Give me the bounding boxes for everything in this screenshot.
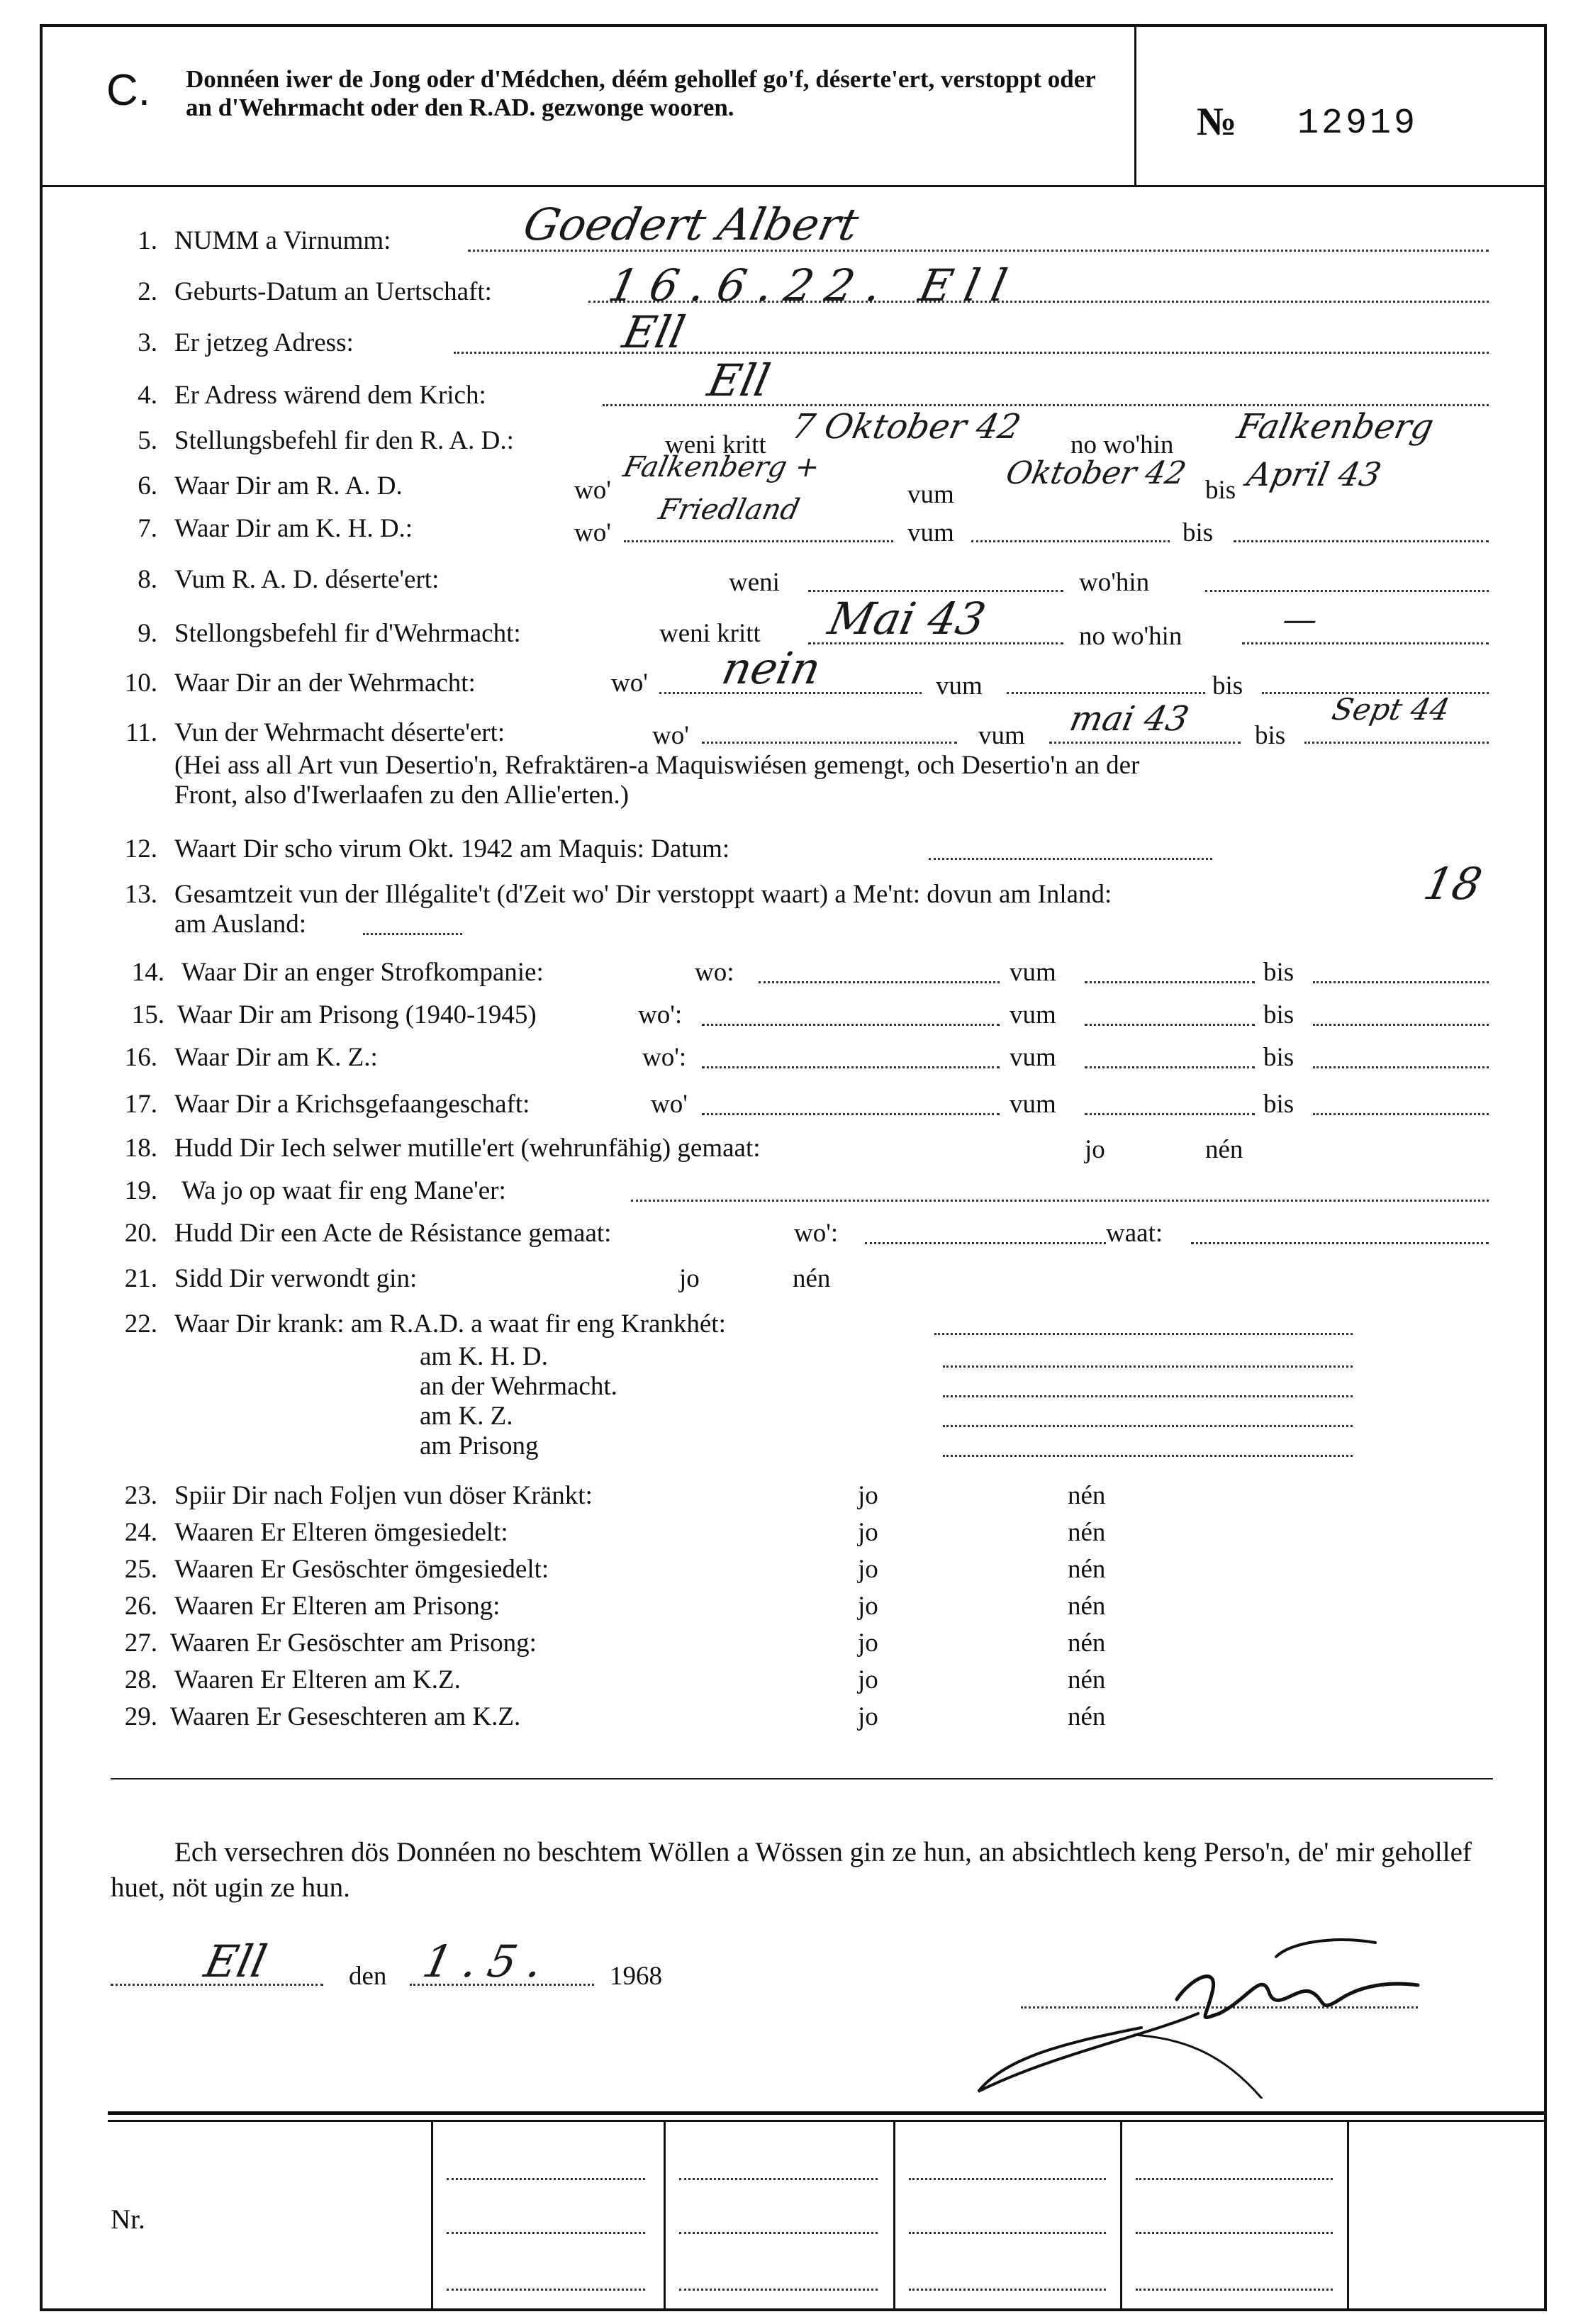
field-21-jo[interactable]: jo <box>679 1264 700 1293</box>
field-14-bis-label: bis <box>1263 958 1295 987</box>
field-14-vum-line[interactable] <box>1085 981 1255 983</box>
field-22-label: Waar Dir krank: am R.A.D. a waat fir eng Krankhét: <box>174 1309 726 1339</box>
field-13-label-2: am Ausland: <box>174 910 307 939</box>
field-28-number: 28. <box>124 1665 157 1694</box>
field-15-bis-line[interactable] <box>1313 1024 1489 1026</box>
field-7-wo-line[interactable] <box>624 540 893 542</box>
field-10-vum-line[interactable] <box>1007 692 1205 694</box>
field-6-wo-value: Falkenberg + <box>620 451 823 484</box>
field-10-vum-label: vum <box>936 671 983 700</box>
place-value: Ell <box>200 1935 272 1987</box>
field-22-number: 22. <box>124 1309 157 1339</box>
field-10-number: 10. <box>124 669 157 698</box>
field-26-label: Waaren Er Elteren am Prisong: <box>174 1592 501 1621</box>
field-16-bis-label: bis <box>1263 1043 1295 1072</box>
field-11-vum-value: mai 43 <box>1066 699 1192 739</box>
field-22-line-khd[interactable] <box>943 1365 1353 1368</box>
field-7-bis-line[interactable] <box>1234 540 1489 542</box>
field-23-jo[interactable]: jo <box>858 1481 878 1510</box>
field-18-number: 18. <box>124 1134 157 1163</box>
field-1-label: NUMM a Virnumm: <box>174 226 391 255</box>
field-27-jo[interactable]: jo <box>858 1629 878 1658</box>
field-11-vum-line[interactable] <box>1049 742 1241 744</box>
field-28-label: Waaren Er Elteren am K.Z. <box>174 1665 461 1694</box>
field-16-wo-label: wo': <box>642 1043 687 1072</box>
field-15-wo-label: wo': <box>638 1000 683 1029</box>
field-17-bis-label: bis <box>1263 1090 1295 1119</box>
field-22-line-prisong[interactable] <box>943 1455 1353 1457</box>
section-letter: C. <box>106 66 150 115</box>
field-20-waat-line[interactable] <box>1191 1242 1489 1244</box>
field-10-wo-value: nein <box>717 642 826 694</box>
den-label: den <box>349 1962 387 1991</box>
field-17-label: Waar Dir a Krichsgefaangeschaft: <box>174 1090 530 1119</box>
footer-cell-1-line-1[interactable] <box>447 2178 645 2180</box>
field-29-jo[interactable]: jo <box>858 1702 878 1731</box>
field-13-value: 18 <box>1419 858 1487 910</box>
field-1-value: Goedert Albert <box>519 199 863 250</box>
field-1-number: 1. <box>138 226 157 255</box>
field-22-line-kz[interactable] <box>943 1425 1353 1427</box>
field-15-label: Waar Dir am Prisong (1940-1945) <box>177 1000 537 1029</box>
field-23-number: 23. <box>124 1481 157 1510</box>
footer-cell-2-line-1[interactable] <box>679 2178 878 2180</box>
field-22-sub-khd: am K. H. D. <box>420 1342 548 1371</box>
field-29-nen[interactable]: nén <box>1068 1702 1106 1731</box>
nr-label: Nr. <box>111 2204 145 2235</box>
field-6-number: 6. <box>138 471 157 501</box>
field-9-number: 9. <box>138 619 157 648</box>
field-12-line[interactable] <box>929 858 1212 860</box>
field-27-label: Waaren Er Gesöschter am Prisong: <box>170 1629 537 1658</box>
field-16-bis-line[interactable] <box>1313 1066 1489 1068</box>
field-8-weni-line[interactable] <box>808 590 1063 592</box>
field-3-label: Er jetzeg Adress: <box>174 328 354 357</box>
signature-drawing <box>964 1914 1517 2099</box>
field-12-label: Waart Dir scho virum Okt. 1942 am Maquis: Datum: <box>174 834 730 864</box>
field-13-number: 13. <box>124 880 157 909</box>
field-2-value: 16.6.22. Ell <box>604 259 1024 311</box>
field-6-bis-value: April 43 <box>1243 455 1385 493</box>
field-7-bis-label: bis <box>1182 518 1214 547</box>
field-21-label: Sidd Dir verwondt gin: <box>174 1264 418 1293</box>
field-17-wo-line[interactable] <box>702 1113 1000 1115</box>
field-4-label: Er Adress wärend dem Krich: <box>174 381 486 410</box>
field-6-label: Waar Dir am R. A. D. <box>174 471 403 501</box>
field-23-nen[interactable]: nén <box>1068 1481 1106 1510</box>
field-9-nowohin-label: no wo'hin <box>1079 622 1182 651</box>
field-8-wohin-line[interactable] <box>1205 590 1489 592</box>
field-15-vum-line[interactable] <box>1085 1024 1255 1026</box>
field-17-vum-line[interactable] <box>1085 1113 1255 1115</box>
field-19-label: Wa jo op waat fir eng Mane'er: <box>181 1176 506 1205</box>
header-title: Donnéen iwer de Jong oder d'Médchen, déém gehollef go'f, déserte'ert, verstoppt oder an d'Wehrmacht oder den R.AD. gezwonge wooren. <box>186 65 1096 121</box>
field-14-wo-label: wo: <box>695 958 734 987</box>
field-11-note-2: Front, also d'Iwerlaafen zu den Allie'erten.) <box>174 781 630 810</box>
footer-rule <box>108 2120 1547 2122</box>
field-9-weni-label: weni kritt <box>659 619 761 648</box>
field-5-number: 5. <box>138 426 157 455</box>
field-8-weni-label: weni <box>729 568 780 597</box>
field-27-number: 27. <box>124 1629 157 1658</box>
field-25-label: Waaren Er Gesöschter ömgesiedelt: <box>174 1555 549 1584</box>
form-number: 12919 <box>1297 104 1419 144</box>
field-16-vum-label: vum <box>1010 1043 1056 1072</box>
field-11-wo-line[interactable] <box>702 742 957 744</box>
field-13-label: Gesamtzeit vun der Illégalite't (d'Zeit wo' Dir verstoppt waart) a Me'nt: dovun am Inland: <box>174 880 1112 909</box>
footer-cell-2-line-2[interactable] <box>679 2232 878 2234</box>
field-2-label: Geburts-Datum an Uertschaft: <box>174 277 492 306</box>
field-16-label: Waar Dir am K. Z.: <box>174 1043 378 1072</box>
footer-cell-1-line-3[interactable] <box>447 2289 645 2291</box>
field-16-number: 16. <box>124 1043 157 1072</box>
field-11-number: 11. <box>125 718 157 747</box>
field-11-note-1: (Hei ass all Art vun Desertio'n, Refraktären-a Maquiswiésen gemengt, och Desertio'n an der <box>174 751 1140 780</box>
field-11-vum-label: vum <box>978 721 1025 750</box>
field-21-nen[interactable]: nén <box>793 1264 831 1293</box>
field-11-bis-label: bis <box>1255 721 1286 750</box>
field-7-vum-label: vum <box>907 518 954 547</box>
field-11-wo-label: wo' <box>652 721 689 750</box>
field-25-nen[interactable]: nén <box>1068 1555 1106 1584</box>
footer-col-divider-2 <box>664 2120 666 2311</box>
field-20-wo-line[interactable] <box>865 1242 1106 1244</box>
field-15-bis-label: bis <box>1263 1000 1295 1029</box>
field-13-ausland-line[interactable] <box>363 933 462 935</box>
footer-cell-2-line-3[interactable] <box>679 2289 878 2291</box>
field-10-label: Waar Dir an der Wehrmacht: <box>174 669 476 698</box>
field-27-nen[interactable]: nén <box>1068 1629 1106 1658</box>
field-15-wo-line[interactable] <box>702 1024 1000 1026</box>
footer-col-divider-5 <box>1347 2120 1349 2311</box>
footer-col-divider-4 <box>1120 2120 1122 2311</box>
footer-cell-4-line-2[interactable] <box>1136 2232 1333 2234</box>
footer-cell-1-line-2[interactable] <box>447 2232 645 2234</box>
section-divider <box>111 1778 1493 1780</box>
footer-cell-4-line-3[interactable] <box>1136 2289 1333 2291</box>
footer-cell-3-line-3[interactable] <box>909 2289 1106 2291</box>
declaration-text: Ech versechren dös Donnéen no beschtem Wöllen a Wössen gin ze hun, an absichtlech keng Perso'n, de' mir gehollef huet, nöt ugin ze hun. <box>111 1837 1472 1903</box>
header-divider <box>1134 24 1136 187</box>
field-9-nowohin-line[interactable] <box>1242 642 1489 644</box>
field-17-wo-label: wo' <box>651 1090 688 1119</box>
field-14-label: Waar Dir an enger Strofkompanie: <box>181 958 544 987</box>
field-6-bis-label: bis <box>1205 476 1236 505</box>
field-26-number: 26. <box>124 1592 157 1621</box>
field-9-nowohin-value: — <box>1279 600 1321 639</box>
field-20-wo-label: wo': <box>794 1219 839 1248</box>
field-22-line-rad[interactable] <box>934 1333 1353 1335</box>
field-29-label: Waaren Er Geseschteren am K.Z. <box>170 1702 521 1731</box>
field-10-bis-label: bis <box>1212 671 1243 700</box>
field-24-nen[interactable]: nén <box>1068 1518 1106 1547</box>
field-14-wo-line[interactable] <box>759 981 1000 983</box>
field-14-number: 14. <box>131 958 164 987</box>
field-18-jo[interactable]: jo <box>1085 1135 1105 1164</box>
field-18-label: Hudd Dir Iech selwer mutille'ert (wehrunfähig) gemaat: <box>174 1134 761 1163</box>
footer-col-divider-3 <box>893 2120 895 2311</box>
field-28-jo[interactable]: jo <box>858 1665 878 1694</box>
date-value: 1.5. <box>418 1935 559 1987</box>
field-11-bis-line[interactable] <box>1304 742 1489 744</box>
field-16-wo-line[interactable] <box>702 1066 1000 1068</box>
field-24-jo[interactable]: jo <box>858 1518 878 1547</box>
field-19-number: 19. <box>124 1176 157 1205</box>
field-3-number: 3. <box>138 328 157 357</box>
field-7-vum-line[interactable] <box>971 540 1170 542</box>
field-2-number: 2. <box>138 277 157 306</box>
field-8-label: Vum R. A. D. déserte'ert: <box>174 565 440 594</box>
field-22-sub-wehrmacht: an der Wehrmacht. <box>420 1372 617 1401</box>
field-7-number: 7. <box>138 514 157 543</box>
field-24-number: 24. <box>124 1518 157 1547</box>
field-25-jo[interactable]: jo <box>858 1555 878 1584</box>
field-16-vum-line[interactable] <box>1085 1066 1255 1068</box>
field-25-number: 25. <box>124 1555 157 1584</box>
field-15-vum-label: vum <box>1010 1000 1056 1029</box>
field-7-wo-value: Friedland <box>656 493 803 526</box>
footer-col-divider-1 <box>431 2120 433 2311</box>
field-12-number: 12. <box>124 834 157 864</box>
field-7-label: Waar Dir am K. H. D.: <box>174 514 413 543</box>
field-8-wohin-label: wo'hin <box>1079 568 1150 597</box>
field-23-label: Spiir Dir nach Foljen vun döser Kränkt: <box>174 1481 593 1510</box>
field-5-label: Stellungsbefehl fir den R. A. D.: <box>174 426 514 455</box>
footer-cell-4-line-1[interactable] <box>1136 2178 1333 2180</box>
field-5-weni-label: weni kritt <box>665 430 766 459</box>
field-5-nowohin-value: Falkenberg <box>1234 407 1438 447</box>
field-17-vum-label: vum <box>1010 1090 1056 1119</box>
field-28-nen[interactable]: nén <box>1068 1665 1106 1694</box>
field-17-number: 17. <box>124 1090 157 1119</box>
field-26-jo[interactable]: jo <box>858 1592 878 1621</box>
field-8-number: 8. <box>138 565 157 594</box>
field-22-sub-kz: am K. Z. <box>420 1402 513 1431</box>
field-20-number: 20. <box>124 1219 157 1248</box>
field-11-bis-value: Sept 44 <box>1329 692 1453 727</box>
year-label: 1968 <box>610 1962 662 1991</box>
field-3-line[interactable] <box>454 352 1489 354</box>
field-20-label: Hudd Dir een Acte de Résistance gemaat: <box>174 1219 612 1248</box>
field-20-waat-label: waat: <box>1106 1219 1163 1248</box>
field-24-label: Waaren Er Elteren ömgesiedelt: <box>174 1518 508 1547</box>
field-4-value: Ell <box>703 354 775 406</box>
field-15-number: 15. <box>131 1000 164 1029</box>
field-6-vum-label: vum <box>907 480 954 509</box>
field-10-wo-label: wo' <box>611 669 648 698</box>
field-18-nen[interactable]: nén <box>1205 1135 1243 1164</box>
field-29-number: 29. <box>124 1702 157 1731</box>
field-26-nen[interactable]: nén <box>1068 1592 1106 1621</box>
footer-cell-3-line-1[interactable] <box>909 2178 1106 2180</box>
field-9-weni-value: Mai 43 <box>824 593 990 644</box>
field-5-nowohin-label: no wo'hin <box>1070 430 1174 459</box>
number-label: № <box>1197 100 1237 144</box>
field-22-line-wehrmacht[interactable] <box>943 1395 1353 1397</box>
field-19-line[interactable] <box>631 1200 1489 1202</box>
footer-rule-thick <box>108 2111 1547 2115</box>
field-17-bis-line[interactable] <box>1313 1113 1489 1115</box>
field-14-vum-label: vum <box>1010 958 1056 987</box>
field-22-sub-prisong: am Prisong <box>420 1431 539 1460</box>
field-7-wo-label: wo' <box>574 518 611 547</box>
field-4-number: 4. <box>138 381 157 410</box>
footer-cell-3-line-2[interactable] <box>909 2232 1106 2234</box>
field-5-weni-value: 7 Oktober 42 <box>788 407 1024 447</box>
field-6-wo-label: wo' <box>574 476 611 505</box>
field-21-number: 21. <box>124 1264 157 1293</box>
field-3-value: Ell <box>618 306 690 358</box>
field-9-label: Stellongsbefehl fir d'Wehrmacht: <box>174 619 521 648</box>
field-6-vum-value: Oktober 42 <box>1002 455 1190 491</box>
field-14-bis-line[interactable] <box>1313 981 1489 983</box>
field-11-label: Vun der Wehrmacht déserte'ert: <box>174 718 505 747</box>
